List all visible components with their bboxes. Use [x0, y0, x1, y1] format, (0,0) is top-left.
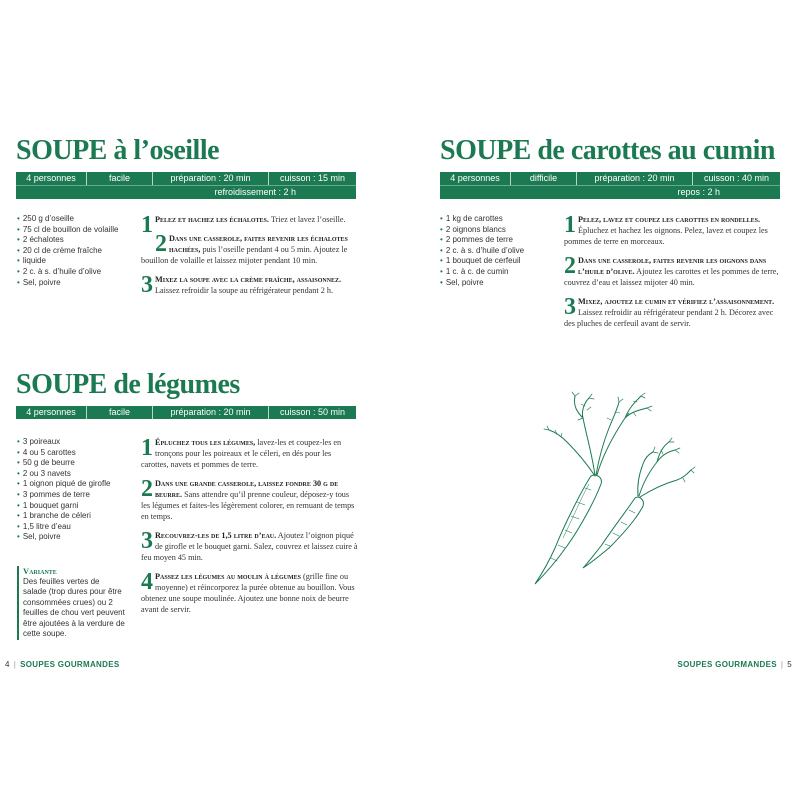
step: [141, 212, 357, 238]
ingredient: • 1 c. à c. de cumin: [440, 267, 555, 278]
step-text: (grille fine ou moyenne) et réincorporez la purée obtenue au bouillon. Vous obtenez une soupe moulinée. Ajoutez une bonne noix de beurre avant de servir.: [141, 572, 355, 614]
footer-separator: |: [780, 660, 784, 669]
ingredient: • 1 kg de carottes: [440, 214, 555, 225]
step: [141, 478, 359, 522]
recipe-info-bar: [440, 172, 780, 199]
step: [564, 255, 780, 288]
recipe-oseille: [16, 136, 356, 199]
ingredient: • 3 poireaux: [17, 437, 129, 448]
step-lead: Pelez et hachez les échalotes.: [155, 215, 269, 224]
servings: 4 personnes: [16, 406, 87, 419]
servings: 4 personnes: [440, 172, 511, 185]
ingredient: • 1 bouquet de cerfeuil: [440, 256, 555, 267]
step-text: Ajoutez l’oignon piqué de girofle et le bouquet garni. Salez, couvrez et laissez cuire à feu moyen 45 min.: [141, 531, 358, 562]
cook-time: cuisson : 15 min: [279, 173, 346, 183]
ingredients-list: [17, 437, 129, 543]
ingredient: • Sel, poivre: [17, 278, 129, 289]
ingredient: • Sel, poivre: [440, 278, 555, 289]
step-number: 3: [141, 272, 153, 298]
carrots-illustration: [525, 388, 700, 588]
prep-time: préparation : 20 min: [577, 172, 693, 185]
step: [141, 530, 359, 563]
ingredient: • 1,5 litre d’eau: [17, 522, 129, 533]
step-text: puis l’oseille pendant 4 ou 5 min. Ajoutez le bouillon de volaille et laissez mijoter pendant 10 min.: [141, 245, 348, 265]
step-lead: Mixez la soupe avec la crème fraîche, assaisonnez.: [155, 275, 342, 284]
recipe-title: SOUPE de carottes au cumin: [440, 135, 775, 166]
ingredient: • 50 g de beurre: [17, 458, 129, 469]
ingredient: • 250 g d’oseille: [17, 214, 129, 225]
cook-time: cuisson : 40 min: [703, 173, 770, 183]
steps: [564, 214, 780, 337]
step-number: 2: [564, 253, 576, 279]
ingredient: • 2 pommes de terre: [440, 235, 555, 246]
step-lead: Dans une casserole, faites revenir les échalotes hachées,: [169, 234, 348, 254]
step-lead: Dans une casserole, faites revenir les oignons dans l’huile d’olive.: [578, 256, 767, 276]
step-number: 4: [141, 569, 153, 595]
ingredients-list: [440, 214, 555, 288]
ingredient: • 2 oignons blancs: [440, 225, 555, 236]
ingredient: • 2 échalotes: [17, 235, 129, 246]
ingredient: • 1 bouquet garni: [17, 501, 129, 512]
rest-time: repos : 2 h: [677, 187, 720, 197]
step: [564, 214, 780, 247]
difficulty: facile: [87, 406, 153, 419]
step-number: 3: [564, 294, 576, 320]
recipe-info-bar: [16, 406, 356, 419]
step-number: 3: [141, 528, 153, 554]
step: [141, 437, 359, 470]
step-lead: Passez les légumes au moulin à légumes: [155, 572, 301, 581]
ingredient: • 1 oignon piqué de girofle: [17, 479, 129, 490]
step-text: Laissez refroidir au réfrigérateur pendant 2 h. Décorez avec des pluches de cerfeuil avant de servir.: [564, 308, 774, 328]
footer-left: [5, 660, 119, 669]
step: [141, 233, 357, 266]
ingredient: • Sel, poivre: [17, 532, 129, 543]
step-lead: Recouvrez-les de 1,5 litre d’eau.: [155, 531, 277, 540]
ingredient: • 2 ou 3 navets: [17, 469, 129, 480]
rest-time: refroidissement : 2 h: [214, 187, 296, 197]
running-title: SOUPES GOURMANDES: [20, 660, 120, 669]
footer-right: [678, 660, 792, 669]
ingredient: • 20 cl de crème fraîche: [17, 246, 129, 257]
ingredient: • 2 c. à s. d’huile d’olive: [440, 246, 555, 257]
step-number: 1: [141, 435, 153, 461]
step: [564, 296, 780, 329]
steps: [141, 214, 357, 304]
step-lead: Dans une grande casserole, laissez fondre 30 g de beurre.: [155, 479, 339, 499]
step-number: 2: [155, 231, 167, 257]
step-number: 1: [141, 212, 153, 238]
ingredient: • 2 c. à s. d’huile d’olive: [17, 267, 129, 278]
ingredient: • 1 branche de céleri: [17, 511, 129, 522]
page-number: 4: [5, 660, 10, 669]
servings: 4 personnes: [16, 172, 87, 185]
ingredient: • 75 cl de bouillon de volaille: [17, 225, 129, 236]
step-number: 2: [141, 476, 153, 502]
ingredient: • 4 ou 5 carottes: [17, 448, 129, 459]
ingredient: • liquide: [17, 256, 129, 267]
step-text: Sans attendre qu’il prenne couleur, déposez-y tous les légumes et faites-les légèrement colorer, en remuant de temps en temps.: [141, 490, 355, 521]
ingredient: • 3 pommes de terre: [17, 490, 129, 501]
variante-box: [17, 566, 125, 640]
steps: [141, 437, 359, 623]
recipe-info-bar: [16, 172, 356, 199]
step-text: Ajoutez les carottes et les pommes de terre, couvrez d’eau et laissez mijoter 40 min.: [564, 267, 779, 287]
step-text: lavez-les et coupez-les en tronçons pour les poireaux et le céleri, en dés pour les carottes, navets et pommes de terre.: [141, 438, 342, 469]
step-text: Triez et lavez l’oseille.: [268, 215, 346, 224]
step: [141, 571, 359, 615]
ingredients-list: [17, 214, 129, 288]
step-number: 1: [564, 212, 576, 238]
cook-time: cuisson : 50 min: [279, 407, 346, 417]
recipe-title: SOUPE de légumes: [16, 369, 240, 400]
difficulty: difficile: [511, 172, 577, 185]
step-lead: Épluchez tous les légumes,: [155, 438, 256, 447]
step-text: Laissez refroidir la soupe au réfrigérateur pendant 2 h.: [155, 286, 333, 295]
step-lead: Pelez, lavez et coupez les carottes en rondelles.: [578, 215, 761, 224]
variante-title: Variante: [23, 566, 57, 576]
recipe-carottes: [440, 136, 780, 199]
recipe-legumes: [16, 370, 356, 419]
recipe-title: SOUPE à l’oseille: [16, 135, 220, 166]
step: [141, 274, 357, 296]
page-number: 5: [787, 660, 792, 669]
step-text: Épluchez et hachez les oignons. Pelez, lavez et coupez les pommes de terre en morceaux.: [564, 226, 768, 246]
prep-time: préparation : 20 min: [153, 406, 269, 419]
running-title: SOUPES GOURMANDES: [677, 660, 777, 669]
prep-time: préparation : 20 min: [153, 172, 269, 185]
variante-text: Des feuilles vertes de salade (trop dures pour être consommées crues) ou 2 feuilles de chou vert peuvent être ajoutées à la verdure de cette soupe.: [23, 576, 125, 638]
difficulty: facile: [87, 172, 153, 185]
footer-separator: |: [13, 660, 17, 669]
step-lead: Mixez, ajoutez le cumin et vérifiez l’assaisonnement.: [578, 297, 775, 306]
